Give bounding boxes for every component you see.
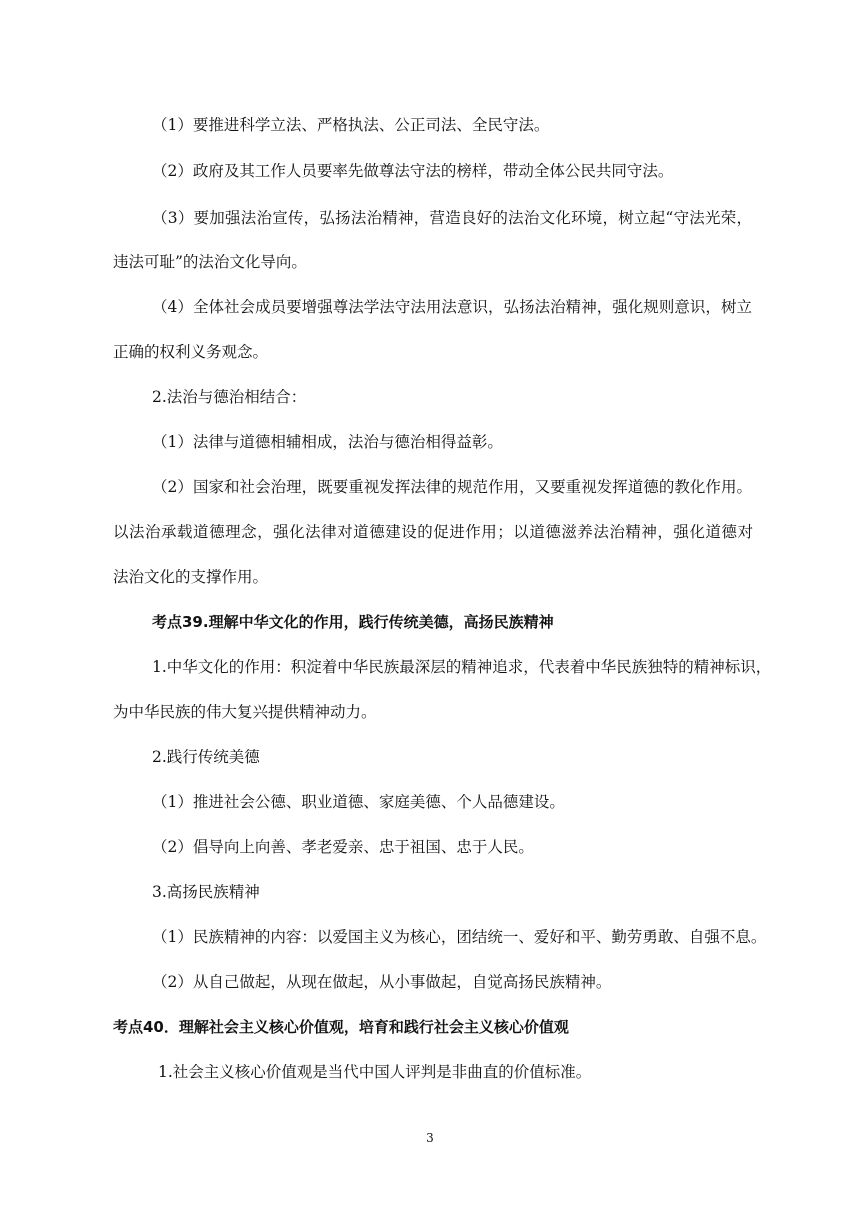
paragraph-line: 以法治承载道德理念，强化法律对道德建设的促进作用；以道德滋养法治精神，强化道德对 (113, 523, 753, 541)
section-heading: 考点39.理解中华文化的作用，践行传统美德，高扬民族精神 (152, 613, 554, 631)
page-number: 3 (426, 1131, 434, 1145)
paragraph-line: （3）要加强法治宣传，弘扬法治精神，营造良好的法治文化环境，树立起“守法光荣， (152, 209, 752, 227)
paragraph-line: 1.中华文化的作用：积淀着中华民族最深层的精神追求，代表着中华民族独特的精神标识， (152, 658, 772, 676)
paragraph-line: （2）从自己做起，从现在做起，从小事做起，自觉高扬民族精神。 (152, 973, 612, 991)
paragraph-line: 正确的权利义务观念。 (113, 343, 269, 361)
paragraph-line: （2）国家和社会治理，既要重视发挥法律的规范作用，又要重视发挥道德的教化作用。 (152, 478, 752, 496)
paragraph-line: 法治文化的支撑作用。 (113, 568, 269, 586)
paragraph-line: （1）要推进科学立法、严格执法、公正司法、全民守法。 (152, 116, 550, 134)
paragraph-line: （1）法律与道德相辅相成，法治与德治相得益彰。 (152, 433, 503, 451)
paragraph-line: （4）全体社会成员要增强尊法学法守法用法意识，弘扬法治精神，强化规则意识，树立 (152, 298, 752, 316)
paragraph-line: （1）民族精神的内容：以爱国主义为核心，团结统一、爱好和平、勤劳勇敢、自强不息。 (152, 928, 767, 946)
paragraph-line: 3.高扬民族精神 (152, 883, 260, 901)
paragraph-line: （2）政府及其工作人员要率先做尊法守法的榜样，带动全体公民共同守法。 (152, 162, 674, 180)
paragraph-line: 1.社会主义核心价值观是当代中国人评判是非曲直的价值标准。 (158, 1063, 592, 1081)
paragraph-line: （2）倡导向上向善、孝老爱亲、忠于祖国、忠于人民。 (152, 838, 534, 856)
paragraph-line: 2.法治与德治相结合： (152, 388, 307, 406)
paragraph-line: （1）推进社会公德、职业道德、家庭美德、个人品德建设。 (152, 793, 565, 811)
section-heading: 考点40．理解社会主义核心价值观，培育和践行社会主义核心价值观 (113, 1018, 569, 1036)
paragraph-line: 为中华民族的伟大复兴提供精神动力。 (113, 703, 377, 721)
paragraph-line: 违法可耻”的法治文化导向。 (113, 253, 307, 271)
paragraph-line: 2.践行传统美德 (152, 748, 260, 766)
